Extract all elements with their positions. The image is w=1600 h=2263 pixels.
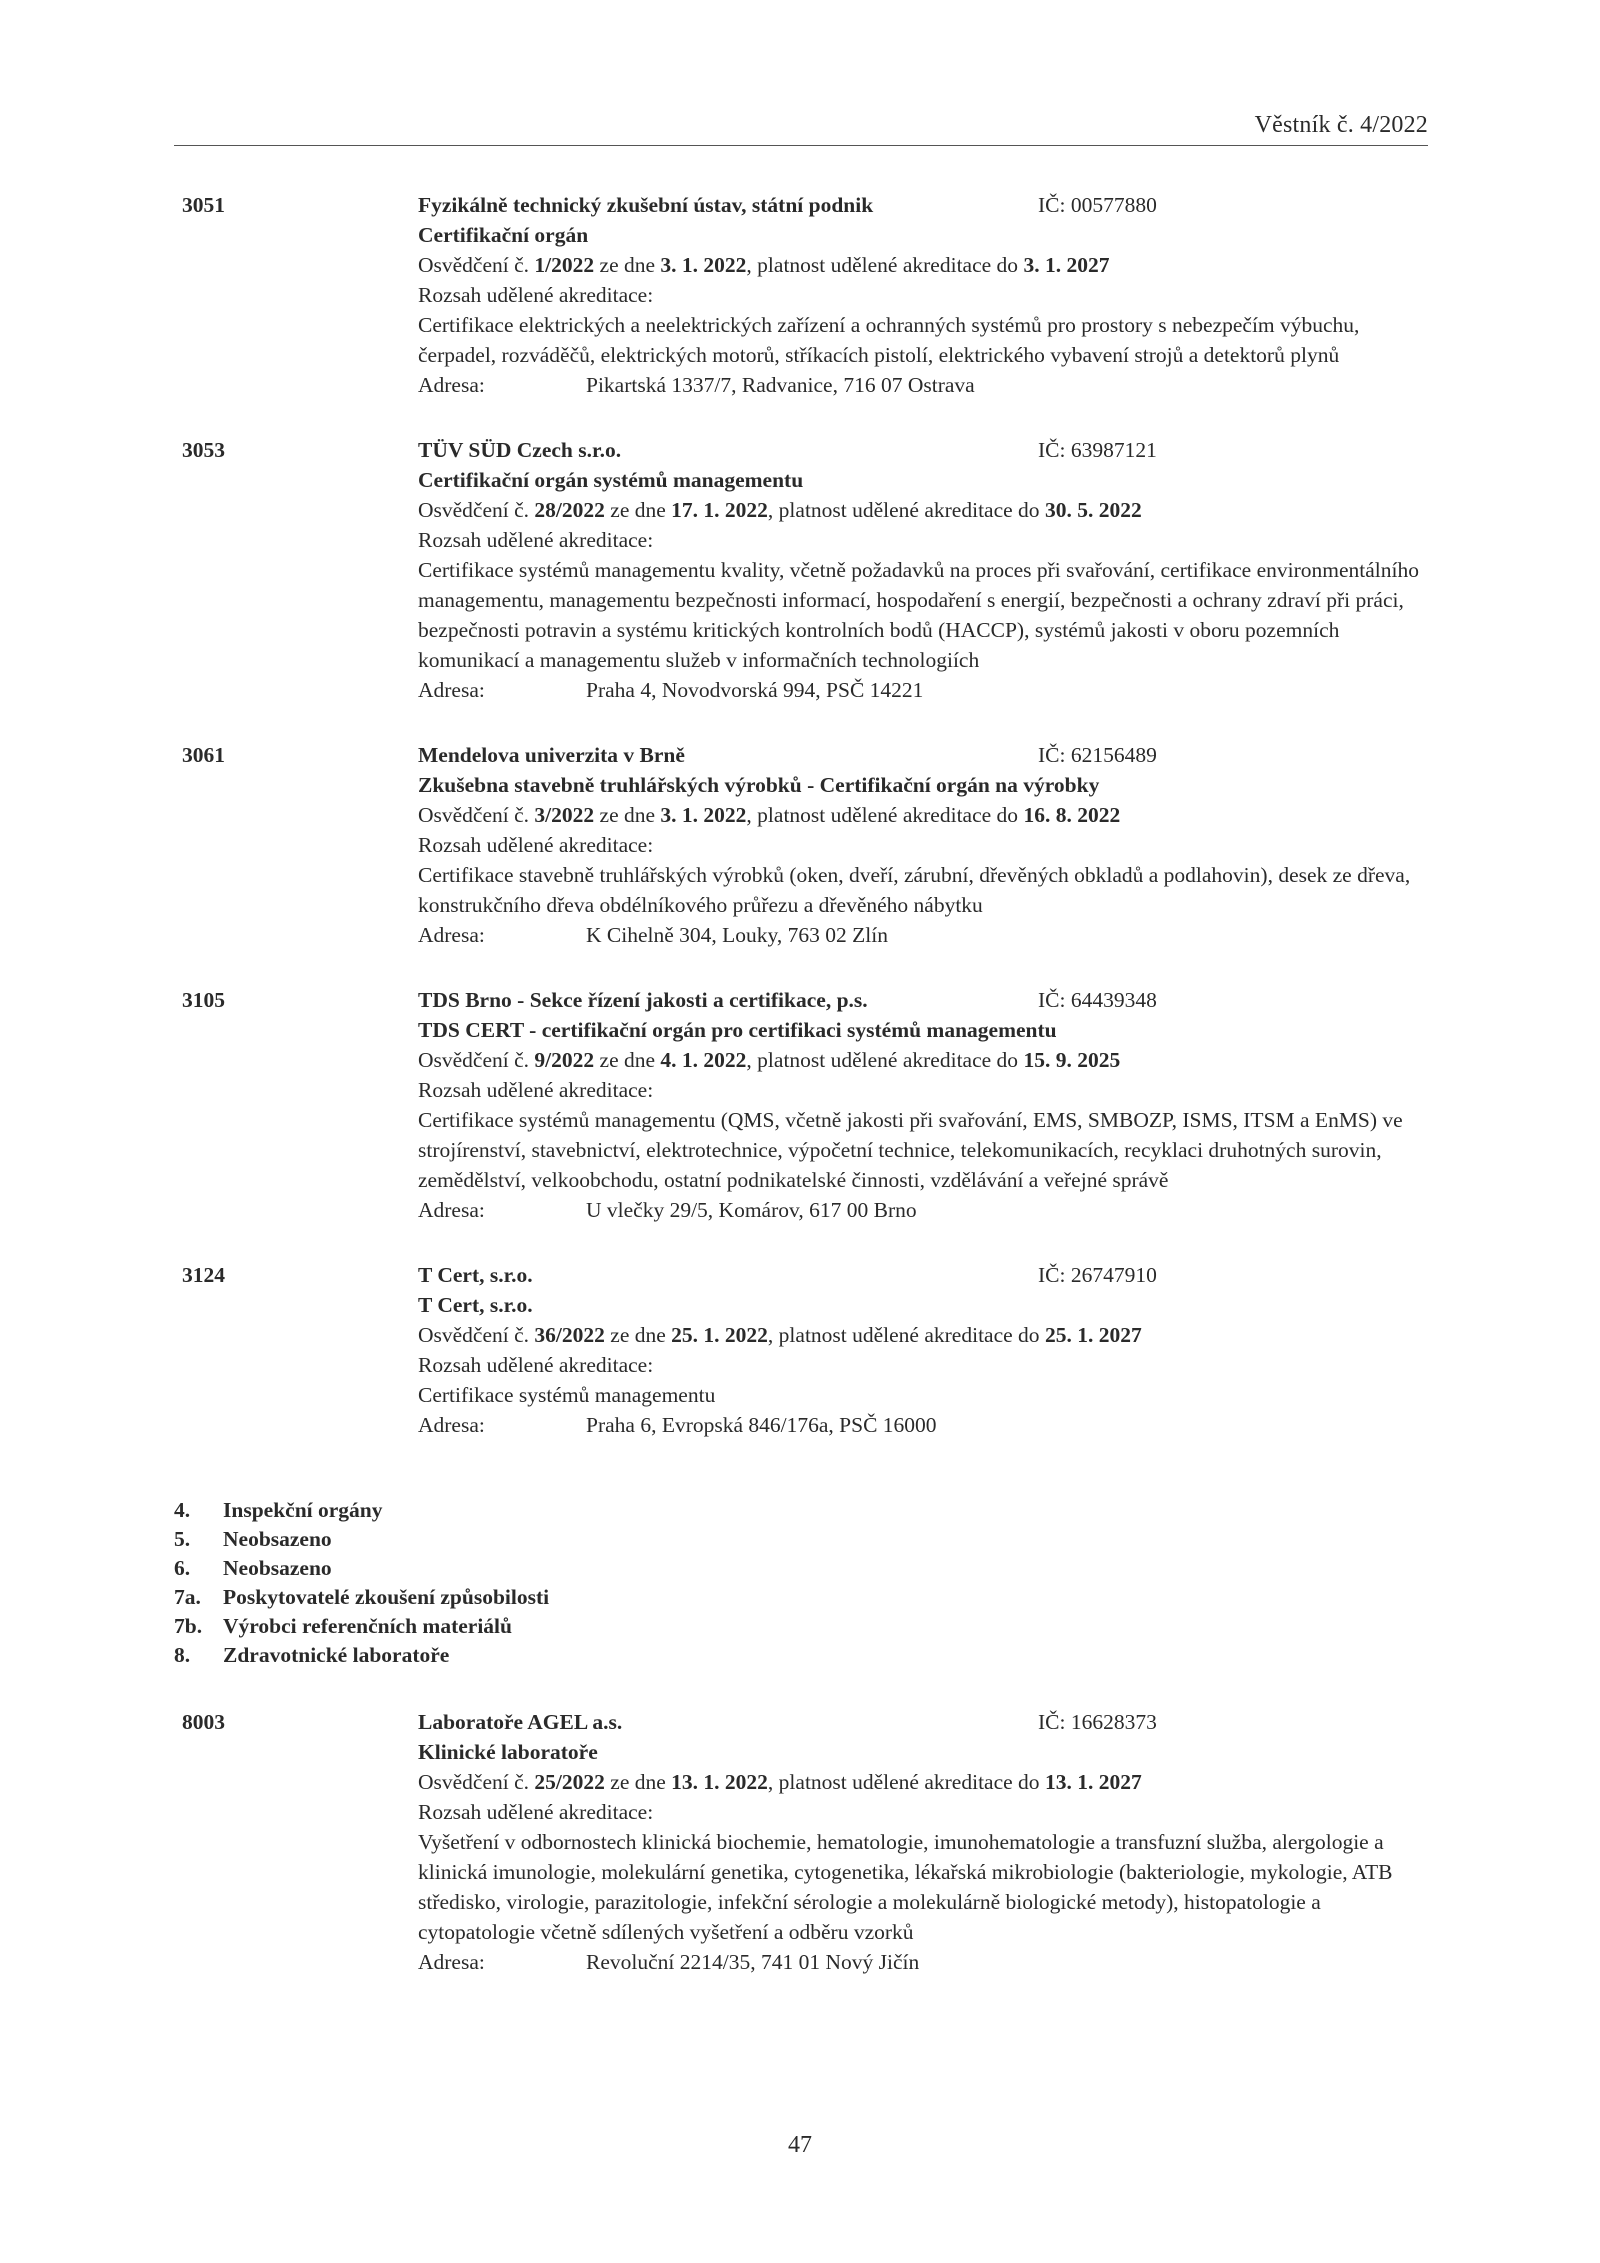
entries-medical-laboratories	[174, 1707, 1428, 1977]
certificate-line	[418, 250, 1428, 280]
section-heading	[174, 1583, 1428, 1612]
address-line	[418, 920, 1428, 950]
ico-number	[1038, 435, 1157, 465]
section-number: 5.	[174, 1527, 191, 1551]
organization-name: TDS Brno - Sekce řízení jakosti a certifikace, p.s.	[418, 988, 868, 1012]
ico-label: IČ:	[1038, 1263, 1071, 1287]
ico-value: 00577880	[1070, 193, 1157, 217]
ico-value: 16628373	[1070, 1710, 1157, 1734]
scope-text: Certifikace stavebně truhlářských výrobků (oken, dveří, zárubní, dřevěných obkladů a podlahovin), desek ze dřeva, konstrukčního dřeva obdélníkového průřezu a dřevěného nábytku	[418, 863, 1411, 917]
scope-text: Certifikace systémů managementu (QMS, včetně jakosti při svařování, EMS, SMBOZP, ISMS, ITSM a EnMS) ve strojírenství, stavebnictví, elektrotechnice, výpočetní technice, telekomunikacích, recyklaci druhotných surovin, zemědělství, velkoobchodu, ostatní podnikatelské činnosti, vzdělávání a veřejné správě	[418, 1108, 1403, 1192]
ico-number	[1038, 985, 1157, 1015]
validity-label: , platnost udělené akreditace do	[767, 1770, 1045, 1794]
entry-number: 3124	[182, 1263, 225, 1287]
certificate-date-label: ze dne	[604, 1770, 672, 1794]
entry-number: 3053	[182, 438, 225, 462]
accreditation-entry	[174, 190, 1428, 400]
certificate-number: 28/2022	[534, 498, 605, 522]
accreditation-entry	[174, 1260, 1428, 1440]
scope-text: Certifikace systémů managementu kvality, včetně požadavků na proces při svařování, certifikace environmentálního managementu, managementu bezpečnosti informací, hospodaření s energií, bezpečnosti a ochrany zdraví při práci, bezpečnosti potravin a systému kritických kontrolních bodů (HACCP), systémů jakosti v oboru pozemních komunikací a managementu služeb v informačních technologiích	[418, 558, 1419, 672]
certificate-line	[418, 1767, 1428, 1797]
accreditation-entry	[174, 435, 1428, 705]
organization-row	[418, 985, 1428, 1015]
ico-number	[1038, 1260, 1157, 1290]
certificate-date: 13. 1. 2022	[671, 1770, 768, 1794]
address-value: U vlečky 29/5, Komárov, 617 00 Brno	[586, 1198, 917, 1222]
certificate-date-label: ze dne	[594, 803, 661, 827]
scope-heading: Rozsah udělené akreditace:	[418, 528, 654, 552]
section-number: 7b.	[174, 1614, 203, 1638]
address-value: Revoluční 2214/35, 741 01 Nový Jičín	[586, 1950, 920, 1974]
accreditation-entry	[174, 740, 1428, 950]
address-value: Pikartská 1337/7, Radvanice, 716 07 Ostrava	[586, 373, 975, 397]
ico-value: 62156489	[1070, 743, 1157, 767]
section-heading	[174, 1612, 1428, 1641]
address-label: Adresa:	[418, 373, 485, 397]
validity-date: 16. 8. 2022	[1023, 803, 1121, 827]
organization-name: T Cert, s.r.o.	[418, 1263, 533, 1287]
section-number: 4.	[174, 1498, 191, 1522]
body-name: Certifikační orgán systémů managementu	[418, 468, 804, 492]
certificate-line	[418, 1045, 1428, 1075]
section-title: Výrobci referenčních materiálů	[223, 1614, 512, 1638]
address-line	[418, 370, 1428, 400]
body-name: TDS CERT - certifikační orgán pro certifikaci systémů managementu	[418, 1018, 1057, 1042]
certificate-date-label: ze dne	[604, 1323, 672, 1347]
scope-heading: Rozsah udělené akreditace:	[418, 1800, 654, 1824]
certificate-line	[418, 495, 1428, 525]
certificate-date: 17. 1. 2022	[671, 498, 768, 522]
validity-label: , platnost udělené akreditace do	[746, 803, 1024, 827]
entry-number: 3105	[182, 988, 225, 1012]
certificate-date-label: ze dne	[604, 498, 672, 522]
section-title: Neobsazeno	[223, 1527, 332, 1551]
section-title: Inspekční orgány	[223, 1498, 383, 1522]
organization-row	[418, 740, 1428, 770]
organization-row	[418, 1707, 1428, 1737]
scope-text: Certifikace elektrických a neelektrických zařízení a ochranných systémů pro prostory s nebezpečím výbuchu, čerpadel, rozváděčů, elektrických motorů, stříkacích pistolí, elektrického vybavení strojů a detektorů plynů	[418, 313, 1360, 367]
running-header: Věstník č. 4/2022	[1254, 112, 1428, 138]
certificate-label: Osvědčení č.	[418, 1770, 535, 1794]
scope-heading: Rozsah udělené akreditace:	[418, 1353, 654, 1377]
section-title: Neobsazeno	[223, 1556, 332, 1580]
ico-label: IČ:	[1038, 743, 1071, 767]
section-number: 7a.	[174, 1585, 201, 1609]
page-number: 47	[788, 2132, 812, 2158]
address-line	[418, 1195, 1428, 1225]
body-name: Certifikační orgán	[418, 223, 589, 247]
section-title: Zdravotnické laboratoře	[223, 1643, 450, 1667]
entry-number: 3061	[182, 743, 225, 767]
certificate-date-label: ze dne	[594, 253, 661, 277]
certificate-label: Osvědčení č.	[418, 1048, 535, 1072]
validity-date: 30. 5. 2022	[1044, 498, 1142, 522]
address-line	[418, 1410, 1428, 1440]
address-line	[418, 675, 1428, 705]
address-label: Adresa:	[418, 678, 485, 702]
accreditation-entry	[174, 985, 1428, 1225]
certificate-date: 25. 1. 2022	[671, 1323, 768, 1347]
scope-heading: Rozsah udělené akreditace:	[418, 1078, 654, 1102]
address-value: Praha 6, Evropská 846/176a, PSČ 16000	[586, 1413, 937, 1437]
ico-label: IČ:	[1038, 193, 1071, 217]
organization-name: Laboratoře AGEL a.s.	[418, 1710, 623, 1734]
section-title: Poskytovatelé zkoušení způsobilosti	[223, 1585, 550, 1609]
entries-certification-bodies	[174, 190, 1428, 1440]
validity-label: , platnost udělené akreditace do	[746, 1048, 1024, 1072]
body-name: T Cert, s.r.o.	[418, 1293, 533, 1317]
organization-name: Fyzikálně technický zkušební ústav, státní podnik	[418, 193, 874, 217]
section-heading	[174, 1525, 1428, 1554]
scope-heading: Rozsah udělené akreditace:	[418, 283, 654, 307]
body-name: Zkušebna stavebně truhlářských výrobků - Certifikační orgán na výrobky	[418, 773, 1100, 797]
address-label: Adresa:	[418, 923, 485, 947]
address-line	[418, 1947, 1428, 1977]
scope-text: Vyšetření v odbornostech klinická biochemie, hematologie, imunohematologie a transfuzní služba, alergologie a klinická imunologie, molekulární genetika, cytogenetika, lékařská mikrobiologie (bakteriologie, mykologie, ATB středisko, virologie, parazitologie, infekční sérologie a molekulárně biologické metody), histopatologie a cytopatologie včetně sdílených vyšetření a odběru vzorků	[418, 1830, 1393, 1944]
certificate-date: 3. 1. 2022	[660, 253, 747, 277]
certificate-number: 1/2022	[534, 253, 595, 277]
validity-label: , platnost udělené akreditace do	[767, 1323, 1045, 1347]
organization-row	[418, 1260, 1428, 1290]
certificate-date: 3. 1. 2022	[660, 803, 747, 827]
ico-label: IČ:	[1038, 438, 1071, 462]
address-value: Praha 4, Novodvorská 994, PSČ 14221	[586, 678, 924, 702]
validity-label: , platnost udělené akreditace do	[746, 253, 1024, 277]
ico-number	[1038, 190, 1157, 220]
validity-date: 25. 1. 2027	[1044, 1323, 1142, 1347]
address-label: Adresa:	[418, 1950, 485, 1974]
certificate-number: 3/2022	[534, 803, 595, 827]
address-label: Adresa:	[418, 1198, 485, 1222]
body-name: Klinické laboratoře	[418, 1740, 598, 1764]
ico-value: 63987121	[1070, 438, 1157, 462]
validity-date: 15. 9. 2025	[1023, 1048, 1121, 1072]
organization-row	[418, 435, 1428, 465]
entry-number: 3051	[182, 193, 225, 217]
ico-label: IČ:	[1038, 988, 1071, 1012]
certificate-date-label: ze dne	[594, 1048, 661, 1072]
section-heading	[174, 1554, 1428, 1583]
validity-date: 3. 1. 2027	[1023, 253, 1110, 277]
certificate-number: 25/2022	[534, 1770, 605, 1794]
organization-row	[418, 190, 1428, 220]
accreditation-entry	[174, 1707, 1428, 1977]
validity-label: , platnost udělené akreditace do	[767, 498, 1045, 522]
certificate-label: Osvědčení č.	[418, 1323, 535, 1347]
section-number: 8.	[174, 1643, 191, 1667]
ico-label: IČ:	[1038, 1710, 1071, 1734]
certificate-date: 4. 1. 2022	[660, 1048, 747, 1072]
ico-number	[1038, 1707, 1157, 1737]
header-rule	[174, 145, 1428, 146]
validity-date: 13. 1. 2027	[1044, 1770, 1142, 1794]
address-value: K Cihelně 304, Louky, 763 02 Zlín	[586, 923, 888, 947]
organization-name: Mendelova univerzita v Brně	[418, 743, 685, 767]
certificate-label: Osvědčení č.	[418, 803, 535, 827]
certificate-number: 9/2022	[534, 1048, 595, 1072]
certificate-line	[418, 800, 1428, 830]
scope-text: Certifikace systémů managementu	[418, 1383, 716, 1407]
organization-name: TÜV SÜD Czech s.r.o.	[418, 438, 622, 462]
entry-number: 8003	[182, 1710, 225, 1734]
ico-value: 64439348	[1070, 988, 1157, 1012]
section-heading	[174, 1641, 1428, 1670]
section-number: 6.	[174, 1556, 191, 1580]
section-headings-list	[174, 1496, 1428, 1670]
certificate-label: Osvědčení č.	[418, 498, 535, 522]
document-body	[174, 190, 1428, 2012]
scope-heading: Rozsah udělené akreditace:	[418, 833, 654, 857]
ico-number	[1038, 740, 1157, 770]
section-heading	[174, 1496, 1428, 1525]
ico-value: 26747910	[1070, 1263, 1157, 1287]
address-label: Adresa:	[418, 1413, 485, 1437]
certificate-number: 36/2022	[534, 1323, 605, 1347]
certificate-line	[418, 1320, 1428, 1350]
certificate-label: Osvědčení č.	[418, 253, 535, 277]
